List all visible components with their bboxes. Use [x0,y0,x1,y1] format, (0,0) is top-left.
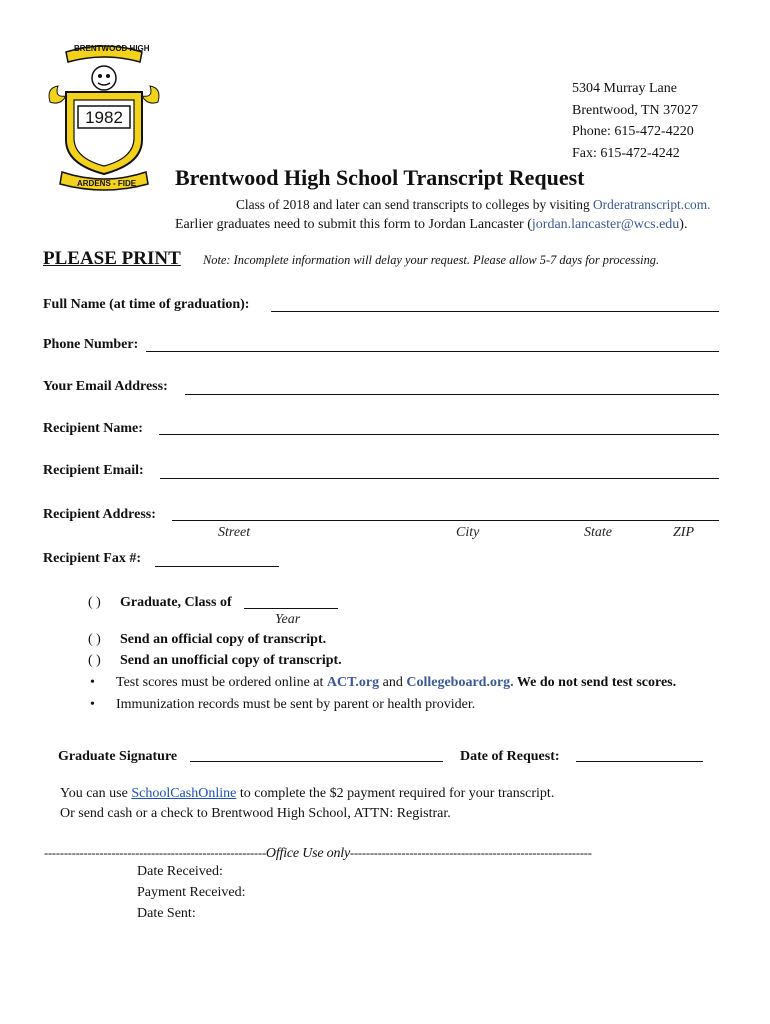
office-use-label: Office Use only [265,846,350,861]
office-dashes-left: -------------------------------------------------------- [44,846,266,860]
orderatranscript-link[interactable]: Orderatranscript.com. [593,197,711,212]
address-phone: Phone: 615-472-4220 [572,124,694,139]
act-link[interactable]: ACT.org [326,675,380,690]
crest-motto: ARDENS - FIDE [77,179,137,188]
payment-line-2: Or send cash or a check to Brentwood High School, ATTN: Registrar. [60,806,451,821]
phone-input[interactable] [146,351,719,352]
recipient-name-input[interactable] [159,434,719,435]
intro-line-2 [175,217,687,233]
payment-line-1 [60,786,554,802]
bullet-mark: • [90,675,95,690]
schoolcashonline-link[interactable]: SchoolCashOnline [131,786,237,801]
collegeboard-link[interactable]: Collegeboard.org. [406,675,514,690]
payment-text: You can use [60,786,132,801]
address-street: 5304 Murray Lane [572,81,677,96]
graduate-signature-input[interactable] [190,761,443,762]
unofficial-copy-checkbox[interactable]: ( ) [88,653,101,668]
official-copy-label: Send an official copy of transcript. [120,632,327,647]
processing-note: Note: Incomplete information will delay your request. Please allow 5-7 days for processing. [203,253,660,267]
please-print-heading: PLEASE PRINT [43,248,181,269]
recipient-name-label: Recipient Name: [43,421,143,436]
address-city: Brentwood, TN 37027 [572,102,699,118]
phone-label: Phone Number: [43,337,139,352]
full-name-input[interactable] [271,311,719,312]
payment-text-end: to complete the $2 payment required for your transcript. [236,786,555,801]
unofficial-copy-label: Send an unofficial copy of transcript. [120,653,342,668]
full-name-label: Full Name (at time of graduation): [43,297,250,312]
graduate-signature-label: Graduate Signature [58,749,178,764]
address-street-caption: Street [218,525,251,540]
graduate-year-caption: Year [275,612,301,627]
immunization-note: Immunization records must be sent by parent or health provider. [116,697,476,712]
test-scores-text: Test scores must be ordered online at [116,675,327,690]
date-received-label: Date Received: [137,864,223,879]
graduate-year-input[interactable] [244,608,338,609]
crest-icon [44,40,164,192]
office-dashes-right: ------------------------------------------------------------- [350,846,592,860]
date-of-request-label: Date of Request: [460,749,560,764]
intro-line-2-end: ). [679,217,688,232]
office-use-divider [44,846,592,862]
crest-school-name: BRENTWOOD HIGH [74,44,150,53]
graduate-checkbox[interactable]: ( ) [88,595,101,610]
page-title: Brentwood High School Transcript Request [175,165,585,190]
recipient-email-input[interactable] [160,478,719,479]
address-city-caption: City [456,525,480,540]
graduate-class-label: Graduate, Class of [120,595,232,610]
recipient-address-input[interactable] [172,520,719,521]
address-fax: Fax: 615-472-4242 [572,145,680,161]
test-scores-note [116,675,676,691]
recipient-email-label: Recipient Email: [43,463,144,478]
email-label: Your Email Address: [43,379,168,394]
test-scores-and: and [379,675,407,690]
registrar-email-link[interactable]: jordan.lancaster@wcs.edu [531,217,680,232]
no-test-scores-text: We do not send test scores. [513,675,677,690]
date-of-request-input[interactable] [576,761,703,762]
recipient-address-label: Recipient Address: [43,507,156,522]
intro-line-2-text: Earlier graduates need to submit this form to Jordan Lancaster ( [175,217,532,232]
intro-line-1 [236,197,711,213]
address-state-caption: State [584,525,612,540]
intro-line-1-text: Class of 2018 and later can send transcripts to colleges by visiting [236,197,594,212]
official-copy-checkbox[interactable]: ( ) [88,632,101,647]
payment-received-label: Payment Received: [137,885,246,900]
recipient-fax-input[interactable] [155,566,279,567]
date-sent-label: Date Sent: [137,906,196,921]
address-zip-caption: ZIP [673,525,694,540]
recipient-fax-label: Recipient Fax #: [43,551,141,566]
email-input[interactable] [185,394,719,395]
bullet-mark: • [90,697,95,712]
school-crest-logo [44,40,164,192]
crest-year: 1982 [85,108,123,127]
school-address [572,78,698,164]
